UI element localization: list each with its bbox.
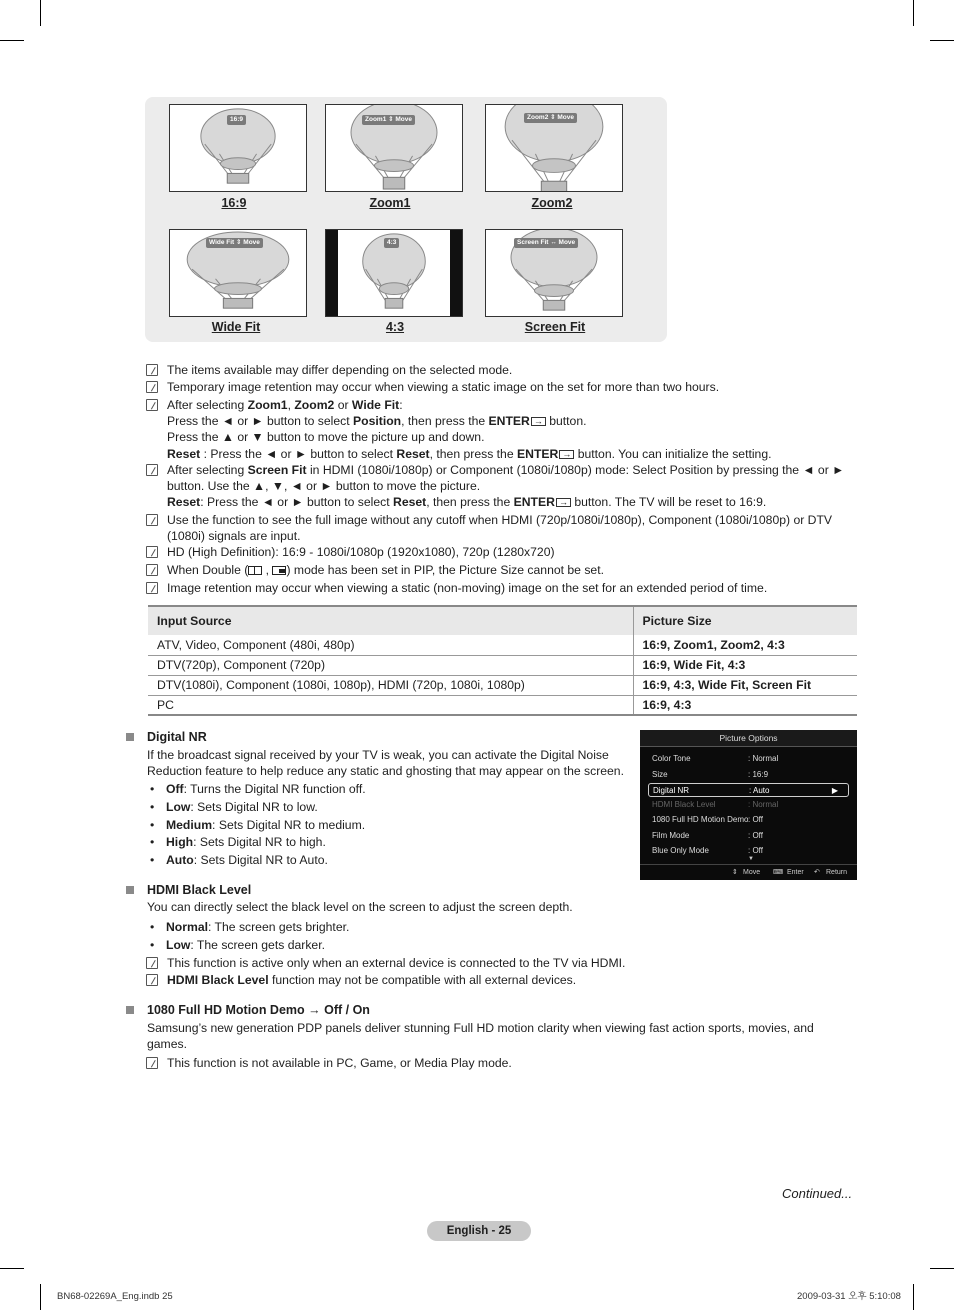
chevron-right-icon: ▶ [831,786,838,795]
description: : Sets Digital NR to Auto. [193,853,328,867]
note [146,580,856,596]
footer-enter-label: Enter [787,869,804,876]
list-item: • Off: Turns the Digital NR function off. [150,782,366,796]
column-header: Input Source [148,606,633,635]
crop-mark [930,40,954,41]
table-header-row [148,606,857,635]
thumb-label: Wide Fit [211,320,261,334]
return-icon: ↶ [814,869,820,876]
note [146,512,856,544]
table-cell: 16:9, Zoom1, Zoom2, 4:3 [633,635,857,655]
note-text: When Double ( [167,563,249,577]
note [146,362,856,378]
thumb-label: 4:3 [385,320,405,334]
thumb-label: Screen Fit [524,320,586,334]
table-row [148,655,857,675]
thumb-zoom2 [485,104,623,192]
note-text: This function is active only when an external device is connected to the TV via HDMI. [167,956,626,970]
note-text: Reset [167,495,201,509]
menu-item-motion-demo[interactable] [648,813,849,827]
continued-label: Continued... [782,1186,853,1201]
description: : Sets Digital NR to medium. [212,818,366,832]
thumb-screen-fit [485,229,623,317]
term: Low [166,938,191,952]
footer-file-info: BN68-02269A_Eng.indb 25 [57,1291,173,1302]
note-text: button. Use the ▲, ▼, ◄ or ► button to move the picture. [167,479,481,493]
note-text: Temporary image retention may occur when viewing a static image on the set for more than two hours. [167,380,720,394]
menu-item-value: : Off [748,846,763,855]
menu-item-value: : Off [748,831,763,840]
osd-label: 4:3 [384,238,399,248]
table-row [148,675,857,695]
list-item: • Auto: Sets Digital NR to Auto. [150,853,328,867]
thumb-zoom1 [325,104,463,192]
osd-label: 16:9 [227,115,246,125]
term: Off [166,782,184,796]
note [146,972,856,988]
menu-item-size[interactable] [648,768,849,782]
thumb-wide-fit [169,229,307,317]
menu-item-label: Film Mode [652,831,690,840]
crop-mark [40,1284,41,1310]
note-text: : Press the ◄ or ► button to select [200,495,394,509]
note-icon [146,546,158,558]
footer-timestamp: 2009-03-31 오후 5:10:08 [797,1291,901,1302]
menu-item-label: Size [652,770,668,779]
section-title: Digital NR [147,730,207,744]
page-number-badge: English - 25 [427,1221,531,1241]
note-text: Position [353,414,402,428]
thumb-label: Zoom2 [531,196,573,210]
menu-footer [640,864,857,880]
note-text: Image retention may occur when viewing a static (non-moving) image on the set for an extended period of time. [167,581,768,595]
note-text: button. [545,414,587,428]
osd-label: Wide Fit ⇕ Move [206,238,263,248]
note [146,397,856,462]
note-text: Zoom2 [294,398,335,412]
menu-item-value: : 16:9 [748,770,769,779]
menu-item-hdmi-black-level[interactable] [648,798,849,812]
note-text: Use the function to see the full image without any cutoff when HDMI (720p/1080i/1080p), Component (1080i/1080p) or DTV [167,513,833,527]
osd-label: Screen Fit ↔ Move [514,238,578,248]
picture-size-panel [145,97,667,342]
menu-item-value: : Auto [749,786,770,795]
note-icon [146,564,158,576]
footer-return-label: Return [826,869,848,876]
note-text: Zoom1 [247,398,288,412]
section-bullet [126,886,134,894]
note-text: This function is not available in PC, Game, or Media Play mode. [167,1056,512,1070]
crop-mark [913,0,914,26]
note-text: HD (High Definition): 16:9 - 1080i/1080p (1920x1080), 720p (1280x720) [167,545,555,559]
note-text: function may not be compatible with all external devices. [268,973,577,987]
crop-mark [930,1268,954,1269]
note-icon [146,464,158,476]
table-row [148,635,857,655]
enter-icon [531,417,546,426]
paragraph-line: You can directly select the black level on the screen to adjust the screen depth. [147,900,573,914]
menu-item-label: 1080 Full HD Motion Demo [652,815,749,824]
note-text: Reset [167,447,201,461]
note-text: , then press the [426,495,514,509]
note-text: button. You can initialize the setting. [574,447,772,461]
note-icon [146,974,158,986]
description: : Sets Digital NR to high. [193,835,326,849]
menu-item-label: HDMI Black Level [652,800,716,809]
note-text: HDMI Black Level [167,973,269,987]
menu-item-label: Color Tone [652,754,691,763]
note-text: or [334,398,352,412]
note-text: button. The TV will be reset to 16:9. [570,495,767,509]
note-text: , then press the [429,447,518,461]
term: Medium [166,818,213,832]
list-item: • Normal: The screen gets brighter. [150,920,350,934]
description: : Turns the Digital NR function off. [183,782,366,796]
table-cell: ATV, Video, Component (480i, 480p) [148,635,633,655]
section-bullet [126,733,134,741]
paragraph-line: Samsung’s new generation PDP panels deliver stunning Full HD motion clarity when viewing fast action sports, movies, and [147,1021,814,1035]
list-item: • High: Sets Digital NR to high. [150,835,326,849]
section-title: HDMI Black Level [147,883,252,897]
menu-item-label: Digital NR [653,786,690,795]
description: : The screen gets darker. [190,938,325,952]
osd-label: Zoom2 ⇕ Move [524,113,577,123]
note-text: Press the ▲ or ▼ button to move the picture up and down. [167,430,485,444]
note [146,544,856,560]
note-icon [146,364,158,376]
footer-move-label: Move [743,869,761,876]
note-text: , [287,398,295,412]
description: : Sets Digital NR to low. [190,800,318,814]
menu-item-value: : Off [748,815,763,824]
note-text: Reset [396,447,430,461]
term: Auto [166,853,194,867]
note [146,379,856,395]
term: High [166,835,194,849]
note-text: : Press the ◄ or ► button to select [200,447,397,461]
note-text: , then press the [401,414,489,428]
note-text: After selecting [167,398,248,412]
pip-inset-icon [272,566,286,575]
paragraph [147,899,847,915]
paragraph-line: games. [147,1037,187,1051]
table-cell: 16:9, 4:3 [633,695,857,715]
note-icon [146,957,158,969]
menu-title: Picture Options [640,730,857,747]
table-cell: DTV(720p), Component (720p) [148,655,633,675]
note [146,462,856,510]
note-icon [146,582,158,594]
column-header: Picture Size [633,606,857,635]
note-text: Reset [393,495,427,509]
menu-item-value: : Normal [748,754,779,763]
note-text: After selecting [167,463,248,477]
section-bullet [126,1006,134,1014]
osd-label: Zoom1 ⇕ Move [362,115,415,125]
menu-item-value: : Normal [748,800,779,809]
enter-icon [556,498,571,507]
crop-mark [40,0,41,26]
note-text: Press the ◄ or ► button to select [167,414,354,428]
paragraph [147,1020,847,1052]
enter-icon [559,450,574,459]
picture-options-menu [640,730,857,880]
table-cell: PC [148,695,633,715]
crop-mark [913,1284,914,1310]
paragraph-line: Reduction feature to help reduce any static and ghosting that may appear on the screen. [147,764,624,778]
thumb-label: Zoom1 [369,196,411,210]
note-text: ENTER [488,414,530,428]
note-text: Wide Fit [351,398,400,412]
note-icon [146,399,158,411]
note-icon [146,1057,158,1069]
table-cell: DTV(1080i), Component (1080i, 1080p), HDMI (720p, 1080i, 1080p) [148,675,633,695]
note-icon [146,381,158,393]
enter-icon: ⌨ [773,869,784,876]
list-item: • Low: Sets Digital NR to low. [150,800,318,814]
list-item: • Low: The screen gets darker. [150,938,325,952]
table-cell: 16:9, 4:3, Wide Fit, Screen Fit [633,675,857,695]
note-icon [146,514,158,526]
crop-mark [0,1268,24,1269]
note-text: ENTER [513,495,555,509]
thumb-16-9 [169,104,307,192]
table-row [148,695,857,715]
section-title: 1080 Full HD Motion Demo → Off / On [147,1003,370,1017]
note-text: ENTER [517,447,559,461]
term: Normal [166,920,208,934]
menu-item-label: Blue Only Mode [652,846,709,855]
paragraph-line: If the broadcast signal received by your TV is weak, you can activate the Digital Noise [147,748,609,762]
note-text: in HDMI (1080i/1080p) or Component (1080i/1080p) mode: Select Position by pressing the ◄ or ► [306,463,845,477]
crop-mark [0,40,24,41]
note [146,955,856,971]
menu-item-digital-nr[interactable] [648,783,849,797]
note [146,562,856,578]
note-text: : [399,398,403,412]
pip-double-icon [248,566,262,575]
note-text: Screen Fit [247,463,307,477]
scroll-down-icon: ▼ [748,856,754,862]
note-text: , [262,563,273,577]
menu-item-color-tone[interactable] [648,752,849,766]
table-cell: 16:9, Wide Fit, 4:3 [633,655,857,675]
note-text: The items available may differ depending on the selected mode. [167,363,513,377]
thumb-4-3 [325,229,463,317]
menu-item-film-mode[interactable] [648,829,849,843]
description: : The screen gets brighter. [208,920,350,934]
thumb-label: 16:9 [221,196,247,210]
note-text: ) mode has been set in PIP, the Picture Size cannot be set. [286,563,604,577]
term: Low [166,800,191,814]
move-icon: ⇕ [732,869,738,876]
note [146,1055,856,1071]
list-item: • Medium: Sets Digital NR to medium. [150,818,366,832]
note-text: (1080i) signals are input. [167,529,301,543]
input-source-table [148,605,857,716]
